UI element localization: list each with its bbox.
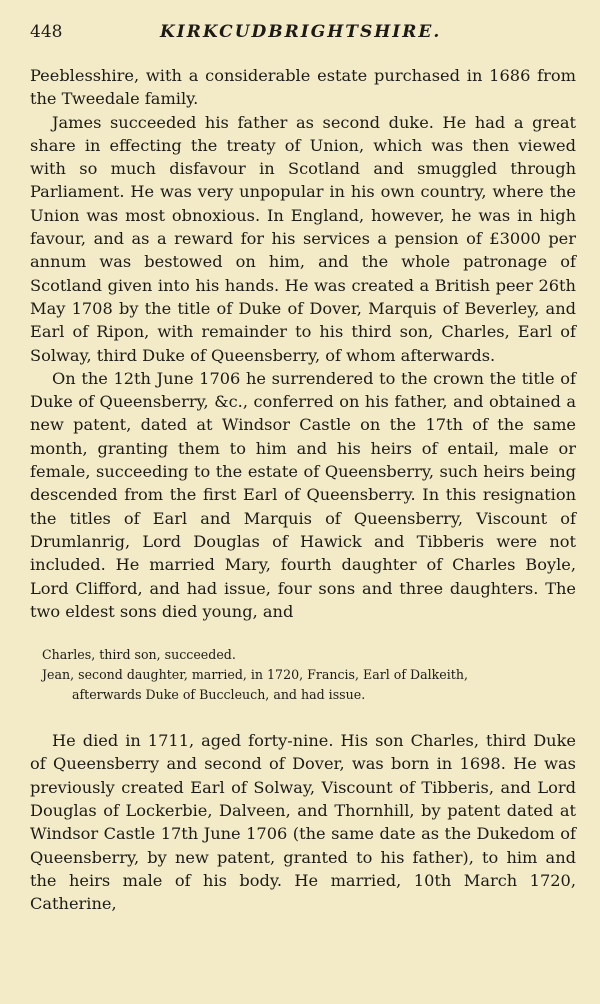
note-line: Charles, third son, succeeded. bbox=[42, 647, 236, 663]
paragraph: Peeblesshire, with a considerable estate purchased in 1686 from the Tweedale family. bbox=[30, 66, 576, 109]
main-text bbox=[30, 64, 576, 623]
paragraph: He died in 1711, aged forty-nine. His son Charles, third Duke of Queensberry and second of Dover, was born in 1698. He was previously created Earl of Solway, Viscount of Tibberis, and Lord Douglas of Lockerbie, Dalveen, and Thornhill, by patent dated at Windsor Castle 17th June 1706 (the same date as the Dukedom of Queensberry, by new patent, granted to his father), to him and the heirs male of his body. He married, 10th March 1720, Catherine, bbox=[30, 731, 576, 914]
page-header bbox=[30, 22, 576, 52]
paragraph: James succeeded his father as second duke. He had a great share in effecting the treaty of Union, which was then viewed with so much disfavour in Scotland and smuggled through Parliament. He was very unpopular in his own country, where the Union was most obnoxious. In England, however, he was in high favour, and as a reward for his services a pension of £3000 per annum was bestowed on him, and the whole patronage of Scotland given into his hands. He was created a British peer 26th May 1708 by the title of Duke of Dover, Marquis of Beverley, and Earl of Ripon, with remainder to his third son, Charles, Earl of Solway, third Duke of Queensberry, of whom afterwards. bbox=[30, 112, 576, 365]
running-head: KIRKCUDBRIGHTSHIRE. bbox=[160, 22, 442, 42]
note-line: afterwards Duke of Buccleuch, and had issue. bbox=[72, 687, 366, 703]
continuation-text bbox=[30, 729, 576, 915]
paragraph: On the 12th June 1706 he surrendered to the crown the title of Duke of Queensberry, &c., conferred on his father, and obtained a new patent, dated at Windsor Castle on the 17th of the same month, granting them to him and his heirs of entail, male or female, succeeding to the estate of Queensberry, such heirs being descended from the first Earl of Queensberry. In this resignation the titles of Earl and Marquis of Queensberry, Viscount of Drumlanrig, Lord Douglas of Hawick and Tibberis were not included. He married Mary, fourth daughter of Charles Boyle, Lord Clifford, and had issue, four sons and three daughters. The two eldest sons died young, and bbox=[30, 368, 576, 621]
genealogy-notes bbox=[42, 645, 576, 705]
note-line: Jean, second daughter, married, in 1720, Francis, Earl of Dalkeith, bbox=[42, 667, 468, 683]
page-number: 448 bbox=[30, 22, 63, 42]
